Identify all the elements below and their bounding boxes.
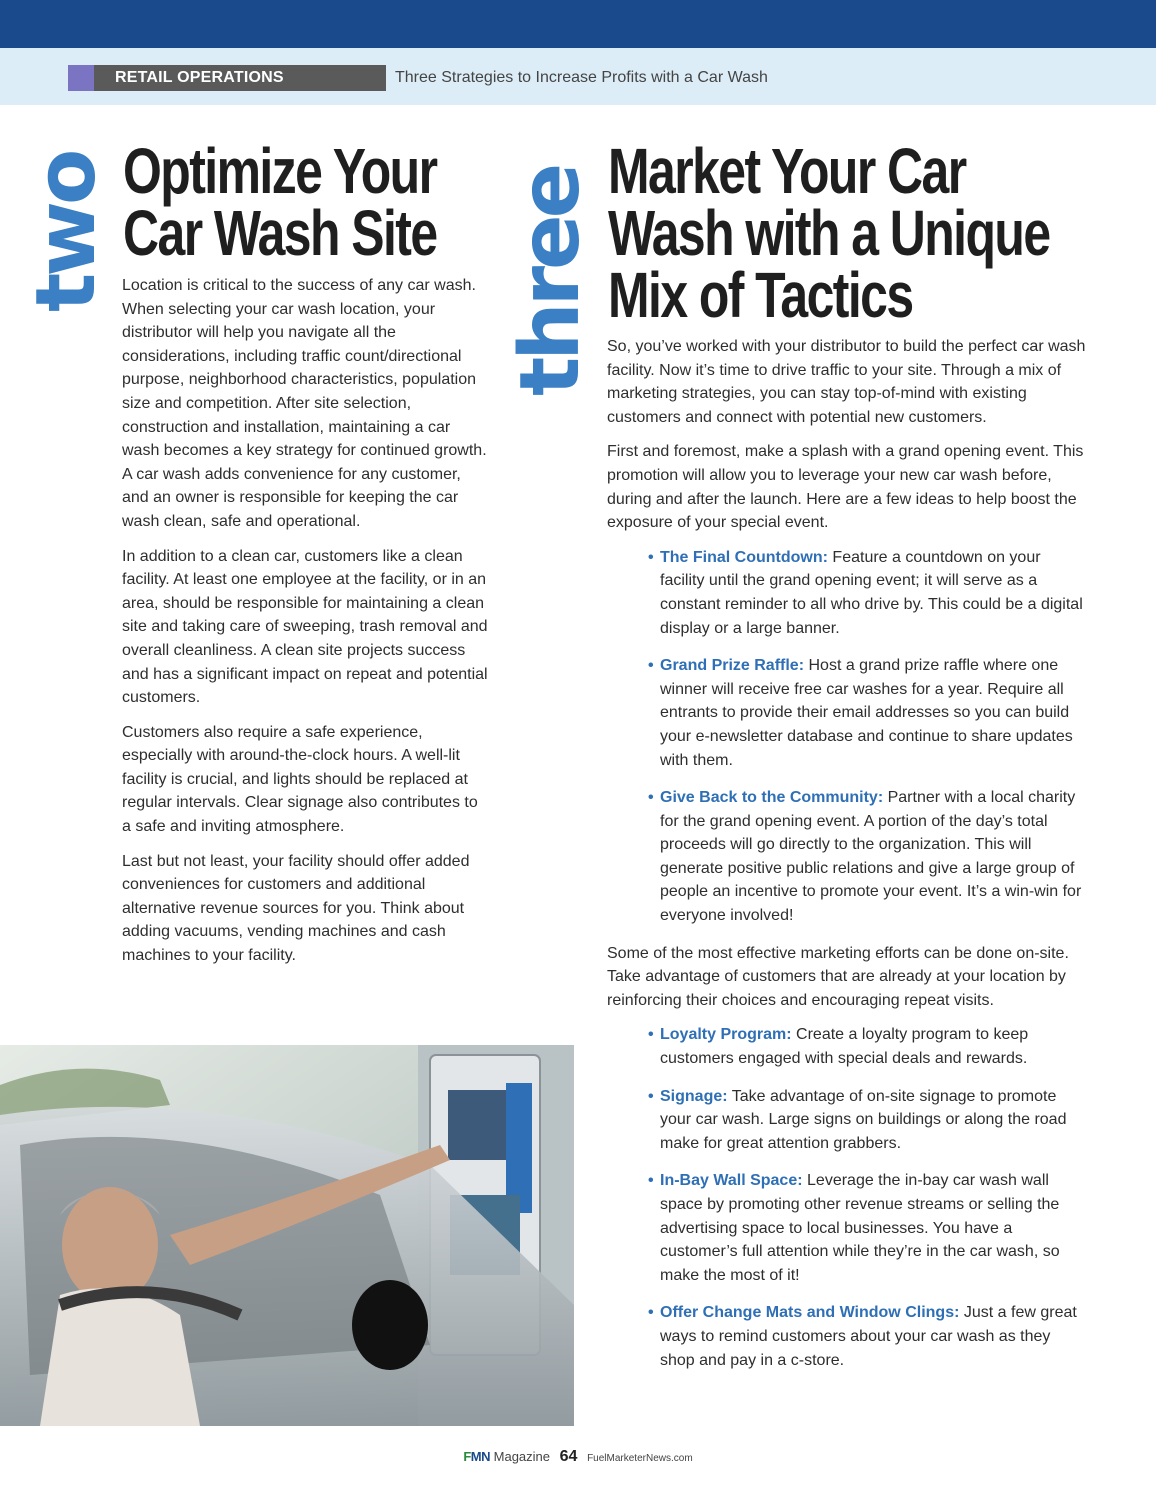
list-item (648, 1023, 1087, 1070)
magazine-label: Magazine (493, 1449, 551, 1464)
list-item (648, 1301, 1087, 1372)
item-lead: In-Bay Wall Space: (660, 1172, 803, 1190)
item-lead: The Final Countdown: (660, 548, 828, 566)
paragraph: So, you’ve worked with your distributor to build the perfect car wash facility. Now it’s time to drive traffic to your site. Through a mix of marketing strategies, you can stay top-of-mind with existing customers and connect with potential new customers. (607, 338, 1086, 426)
bullet-icon: • (648, 1026, 654, 1044)
item-text: Partner with a local charity for the grand opening event. A portion of the day’s total proceeds will go directly to the organization. This will generate positive public relations and give a large group of people an incentive to promote your event. It’s a win-win for everyone involved! (660, 789, 1082, 925)
heading-three-line: Mix of Tactics (608, 259, 913, 331)
section-two-body (122, 274, 490, 979)
bullet-icon: • (648, 789, 654, 807)
car-wash-photo (0, 1045, 574, 1426)
paragraph: Location is critical to the success of any car wash. When selecting your car wash location, your distributor will help you navigate all the considerations, including traffic count/directional purpose, neighborhood characteristics, population size and competition. After site selection, construction and installation, maintaining a car wash becomes a key strategy for continued growth. A car wash adds convenience for any customer, and an owner is responsible for keeping the car wash clean, safe and operational. (122, 277, 487, 530)
list-item (648, 546, 1087, 640)
list-item (648, 1169, 1087, 1287)
paragraph: Some of the most effective marketing efforts can be done on-site. Take advantage of customers that are already at your location by reinforcing their choices and encouraging repeat visits. (607, 944, 1069, 1009)
bullet-icon: • (648, 1172, 654, 1190)
item-text: Host a grand prize raffle where one winner will receive free car washes for a year. Require all entrants to provide their email addresses so you can build your e-newsletter database and continue to share updates with them. (660, 657, 1073, 769)
heading-two-line: Car Wash Site (123, 197, 437, 269)
list-item (648, 786, 1087, 928)
fmn-logo (463, 1449, 490, 1464)
item-lead: Give Back to the Community: (660, 789, 884, 807)
heading-three (608, 135, 1050, 331)
heading-three-line: Wash with a Unique (608, 197, 1050, 269)
section-three-body (607, 335, 1087, 1386)
on-site-tactics-list (648, 1023, 1087, 1372)
section-accent (68, 65, 94, 91)
page-number: 64 (559, 1448, 578, 1465)
paragraph: First and foremost, make a splash with a grand opening event. This promotion will allow you to leverage your new car wash before, during and after the launch. Here are a few ideas to help boost the exposure of your special event. (607, 443, 1084, 532)
page-footer (0, 1448, 1156, 1466)
bullet-icon: • (648, 657, 654, 675)
header-bar (0, 0, 1156, 48)
running-title: Three Strategies to Increase Profits with a Car Wash (395, 69, 768, 86)
item-lead: Grand Prize Raffle: (660, 657, 805, 675)
bullet-icon: • (648, 1087, 654, 1105)
paragraph: Customers also require a safe experience, especially with around-the-clock hours. A well-lit facility is crucial, and lights should be replaced at regular intervals. Clear signage also contributes to a safe and inviting atmosphere. (122, 723, 478, 836)
item-lead: Offer Change Mats and Window Clings: (660, 1304, 960, 1322)
site-url: FuelMarketerNews.com (587, 1453, 693, 1464)
item-text: Create a loyalty program to keep customers engaged with special deals and rewards. (660, 1026, 1029, 1068)
logo-f: F (463, 1449, 471, 1464)
item-text: Just a few great ways to remind customers about your car wash as they shop and pay in a c-store. (660, 1304, 1077, 1369)
section-number-two: two (19, 152, 114, 312)
item-text: Leverage the in-bay car wash wall space by promoting other revenue streams or selling the advertising space to local businesses. You have a customer’s full attention while they’re in the car wash, so make the most of it! (660, 1172, 1060, 1284)
item-text: Take advantage of on-site signage to promote your car wash. Large signs on buildings or along the road make for great attention grabbers. (660, 1087, 1067, 1152)
heading-two-line: Optimize Your (123, 135, 437, 207)
item-text: Feature a countdown on your facility until the grand opening event; it will serve as a constant reminder to all who drive by. This could be a digital display or a large banner. (660, 548, 1083, 637)
logo-mn: MN (470, 1449, 491, 1464)
heading-three-line: Market Your Car (608, 135, 966, 207)
section-number-three: three (503, 166, 598, 396)
section-label: RETAIL OPERATIONS (94, 65, 386, 91)
item-lead: Loyalty Program: (660, 1026, 792, 1044)
grand-opening-ideas-list (648, 546, 1087, 928)
item-lead: Signage: (660, 1087, 728, 1105)
paragraph: In addition to a clean car, customers like a clean facility. At least one employee at the facility, or in an area, should be responsible for maintaining a clean site and taking care of sweeping, trash removal and overall cleanliness. A clean site projects success and has a significant impact on repeat and potential customers. (122, 547, 488, 707)
list-item (648, 654, 1087, 772)
paragraph: Last but not least, your facility should offer added conveniences for customers and additional alternative revenue sources for you. Think about adding vacuums, vending machines and cash machines to your facility. (122, 852, 470, 965)
heading-two (123, 135, 437, 269)
list-item (648, 1085, 1087, 1156)
photo-illustration (0, 1045, 574, 1426)
bullet-icon: • (648, 1304, 654, 1322)
bullet-icon: • (648, 548, 654, 566)
